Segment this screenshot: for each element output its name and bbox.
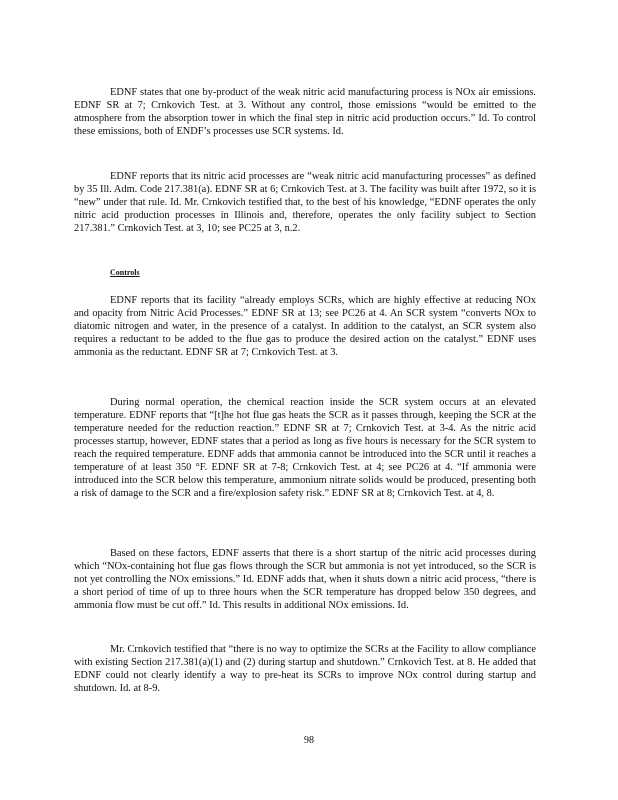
paragraph-crnkovich-testimony: Mr. Crnkovich testified that “there is no way to optimize the SCRs at the Facility to allow compliance with existing Section 217.381(a)(1) and (2) during startup and shutdown.” Crnkovich Test. at 8. He added that EDNF could not clearly identify a way to pre-heat its SCRs to improve NOx control during startup and shutdown. Id. at 8-9.: [74, 644, 536, 694]
paragraph-emissions: EDNF states that one by-product of the weak nitric acid manufacturing process is NOx air emissions. EDNF SR at 7; Crnkovich Test. at 3. Without any control, those emissions “would be emitted to the atmosphere from the absorption tower in which the final step in nitric acid production occurs.” Id. To control these emissions, both of ENDF’s processes use SCR systems. Id.: [74, 87, 536, 137]
paragraph-normal-operation: During normal operation, the chemical reaction inside the SCR system occurs at an elevated temperature. EDNF reports that “[t]he hot flue gas heats the SCR as it passes through, keeping the SCR at the temperature needed for the reduction reaction.” EDNF SR at 7; Crnkovich Test. at 3-4. As the nitric acid processes startup, however, EDNF states that a period as long as five hours is necessary for the SCR system to reach the required temperature. EDNF adds that ammonia cannot be introduced into the SCR until it reaches a temperature of at least 350 °F. EDNF SR at 7-8; Crnkovich Test. at 4; see PC26 at 4. “If ammonia were introduced into the SCR below this temperature, ammonium nitrate solids would be produced, presenting both a risk of damage to the SCR and a fire/explosion safety risk.” EDNF SR at 8; Crnkovich Test. at 4, 8.: [74, 397, 536, 499]
section-heading-controls: Controls: [110, 268, 140, 277]
page-number: 98: [304, 735, 314, 746]
paragraph-scr-systems: EDNF reports that its facility “already employs SCRs, which are highly effective at reducing NOx and opacity from Nitric Acid Processes.” EDNF SR at 13; see PC26 at 4. An SCR system “converts NOx to diatomic nitrogen and water, in the presence of a catalyst. In addition to the catalyst, an SCR system also requires a reductant to be added to the flue gas to produce the desired action on the catalyst.” EDNF uses ammonia as the reductant. EDNF SR at 7; Crnkovich Test. at 3.: [74, 295, 536, 358]
paragraph-startup-factors: Based on these factors, EDNF asserts that there is a short startup of the nitric acid processes during which “NOx-containing hot flue gas flows through the SCR but ammonia is not yet introduced, so the SCR is not yet controlling the NOx emissions.” Id. EDNF adds that, when it shuts down a nitric acid process, “there is a short period of time of up to three hours when the SCR temperature has dropped below 350 degrees, and ammonia flow must be cut off.” Id. This results in additional NOx emissions. Id.: [74, 548, 536, 611]
paragraph-weak-nitric-acid: EDNF reports that its nitric acid processes are “weak nitric acid manufacturing processes” as defined by 35 Ill. Adm. Code 217.381(a). EDNF SR at 6; Crnkovich Test. at 3. The facility was built after 1972, so it is “new” under that rule. Id. Mr. Crnkovich testified that, to the best of his knowledge, “EDNF operates the only nitric acid production processes in Illinois and, therefore, operates the only facility subject to Section 217.381.” Crnkovich Test. at 3, 10; see PC25 at 3, n.2.: [74, 171, 536, 234]
